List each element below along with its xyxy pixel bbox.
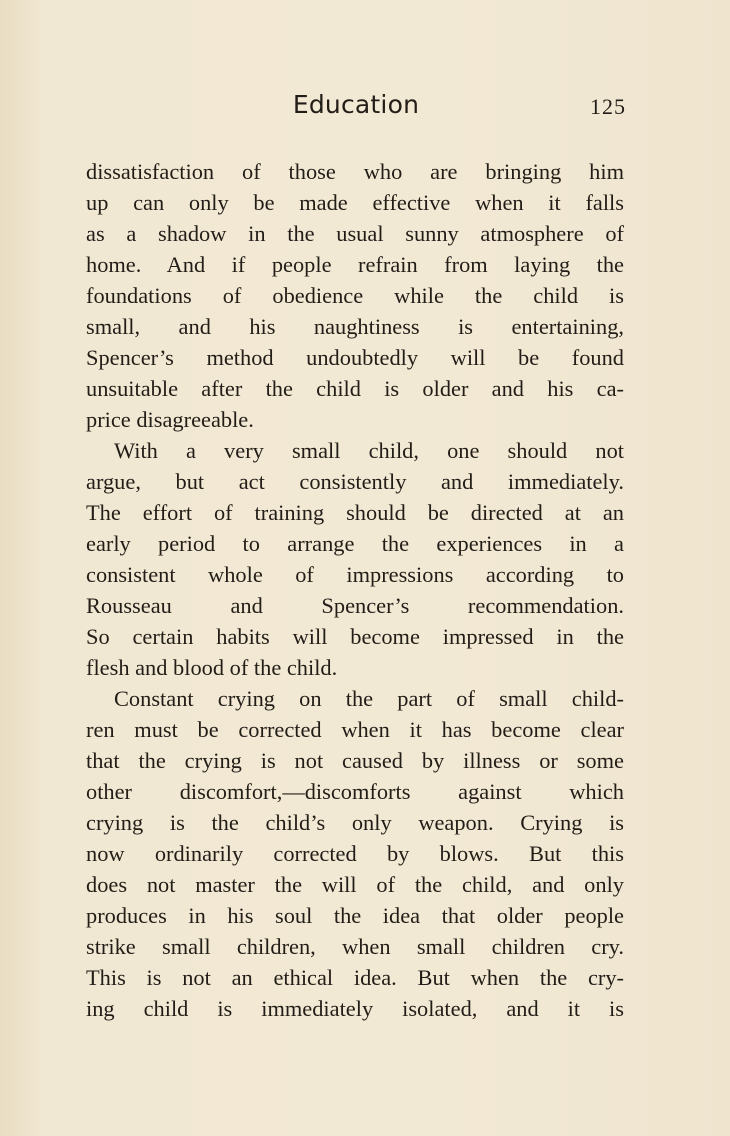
text-line: as a shadow in the usual sunny atmosphere of (86, 221, 624, 246)
text-line: crying is the child’s only weapon. Crying is (86, 810, 624, 835)
text-line: This is not an ethical idea. But when the cry- (86, 965, 624, 990)
running-head: Education (292, 90, 420, 119)
text-line: So certain habits will become impressed in the (86, 624, 624, 649)
text-line: ren must be corrected when it has become clear (86, 717, 624, 742)
text-line: does not master the will of the child, and only (86, 872, 624, 897)
text-line: foundations of obedience while the child is (86, 283, 624, 308)
text-line: Spencer’s method undoubtedly will be found (86, 345, 624, 370)
text-line: unsuitable after the child is older and his ca- (86, 376, 624, 401)
text-line: now ordinarily corrected by blows. But this (86, 841, 624, 866)
text-line: price disagreeable. (86, 407, 254, 432)
page-number: 125 (590, 94, 626, 119)
text-line: home. And if people refrain from laying the (86, 252, 624, 277)
text-line: up can only be made effective when it falls (86, 190, 624, 215)
text-line: strike small children, when small children cry. (86, 934, 624, 959)
text-line: early period to arrange the experiences in a (86, 531, 624, 556)
text-line: consistent whole of impressions according to (86, 562, 624, 587)
text-line: small, and his naughtiness is entertaining, (86, 314, 624, 339)
text-line: produces in his soul the idea that older people (86, 903, 624, 928)
text-line: Constant crying on the part of small child- (114, 686, 624, 711)
text-line: The effort of training should be directed at an (86, 500, 624, 525)
text-line: With a very small child, one should not (114, 438, 624, 463)
page-header (86, 88, 626, 124)
text-line: flesh and blood of the child. (86, 655, 338, 680)
text-line: ing child is immediately isolated, and it is (86, 996, 624, 1021)
text-line: other discomfort,—discomforts against which (86, 779, 624, 804)
text-line: argue, but act consistently and immediately. (86, 469, 624, 494)
body-text (86, 156, 624, 1024)
text-line: Rousseau and Spencer’s recommendation. (86, 593, 624, 618)
text-line: that the crying is not caused by illness or some (86, 748, 624, 773)
text-line: dissatisfaction of those who are bringing him (86, 159, 624, 184)
